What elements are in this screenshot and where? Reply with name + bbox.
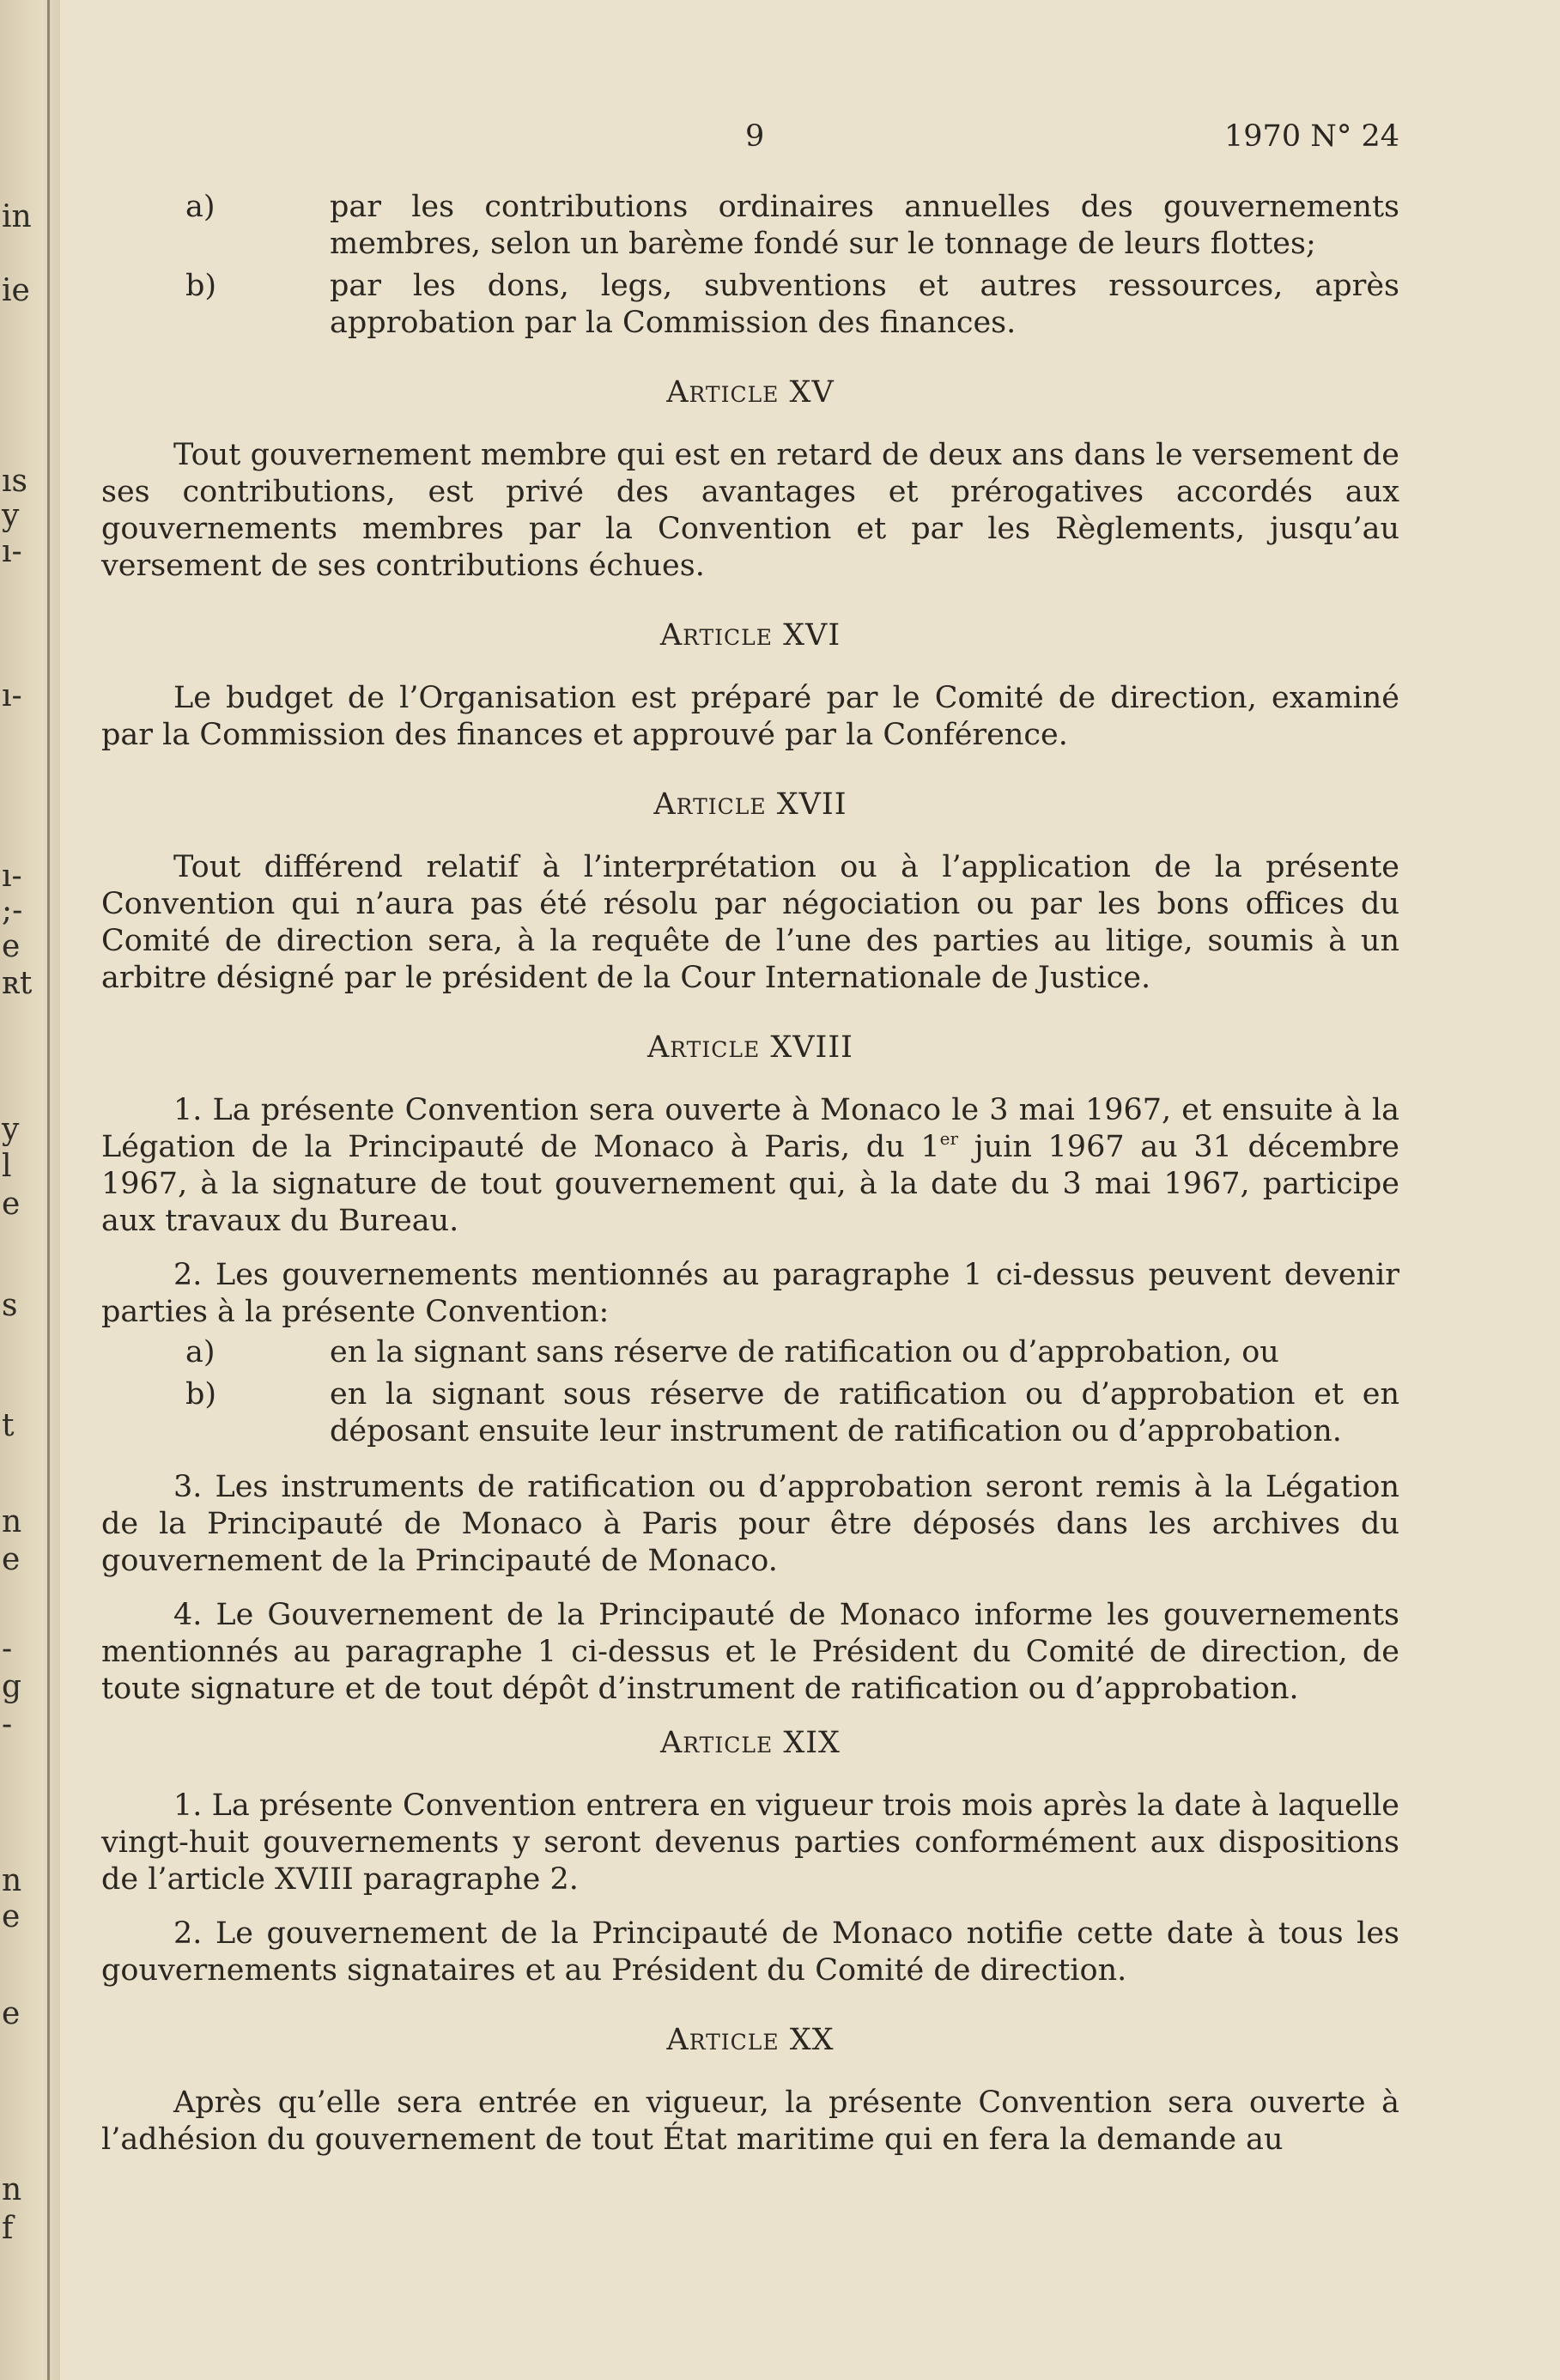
article-xvi [101,617,1399,754]
margin-fragment: ʀt [2,966,33,1001]
margin-fragment: n [2,1504,22,1539]
margin-fragment: in [2,199,32,234]
ordinal-superscript: er [939,1128,959,1149]
margin-fragment: e [2,1899,21,1934]
article-paragraph: 1. La présente Convention entrera en vigueur trois mois après la date à laquelle vingt-huit gouvernements y seront devenus parties conformément aux dispositions de l’article XVIII paragraphe 2. [101,1788,1399,1897]
margin-fragment: - [2,1707,13,1742]
list-item-text: en la signant sans réserve de ratification ou d’approbation, ou [330,1335,1279,1369]
article-paragraph: 3. Les instruments de ratification ou d’approbation seront remis à la Légation de la Principauté de Monaco à Paris pour être déposés dans les archives du gouvernement de la Principauté de Monaco. [101,1470,1399,1578]
margin-fragment: g [2,1669,22,1704]
article-title: Article XV [666,375,835,410]
list-item-text: par les contributions ordinaires annuelles des gouvernements membres, selon un barème fondé sur le tonnage de leurs flottes; [330,190,1399,261]
article-xix [101,1725,1399,1989]
page-header [101,118,1399,167]
article-xv [101,374,1399,585]
article-title: Article XIX [660,1726,841,1760]
margin-fragment: ı- [2,534,22,569]
article-xvii [101,786,1399,997]
margin-fragment: y [2,498,20,533]
list-item-text: en la signant sous réserve de ratification ou d’approbation et en déposant ensuite leur instrument de ratification ou d’approbation. [330,1377,1399,1448]
article-paragraph: 4. Le Gouvernement de la Principauté de Monaco informe les gouvernements mentionnés au paragraphe 1 ci-dessus et le Président du Comité de direction, de toute signature et de tout dépôt d’instrument de ratification ou d’approbation. [101,1598,1399,1706]
article-paragraph: Après qu’elle sera entrée en vigueur, la présente Convention sera ouverte à l’adhésion du gouvernement de tout État maritime qui en fera la demande au [101,2086,1399,2157]
facing-page-edge [47,0,50,2380]
list-item-label: a) [185,1335,215,1369]
intro-list [101,189,1399,342]
article-paragraph [101,1092,1399,1240]
article-paragraph: 2. Le gouvernement de la Principauté de Monaco notifie cette date à tous les gouvernements signataires et au Président du Comité de direction. [101,1916,1399,1988]
margin-fragment: ;- [2,893,23,928]
margin-fragment: t [2,1408,15,1443]
paragraph-text: 1. La présente Convention sera ouverte à Monaco le 3 mai 1967, et ensuite à la Légation de la Principauté de Monaco à Paris, du 1 [101,1093,1399,1164]
margin-fragment: n [2,1863,22,1898]
list-item-label: a) [185,190,215,224]
margin-fragment: y [2,1112,20,1147]
article-paragraph: Le budget de l’Organisation est préparé par le Comité de direction, examiné par la Commission des finances et approuvé par la Conférence. [101,681,1399,752]
article-paragraph: 2. Les gouvernements mentionnés au paragraphe 1 ci-dessus peuvent devenir parties à la présente Convention: [101,1258,1399,1329]
article-xx [101,2022,1399,2158]
margin-fragment: s [2,1288,18,1323]
article-title: Article XVII [653,787,847,822]
margin-fragment: n [2,2172,22,2207]
article-title: Article XVI [659,618,841,653]
article-title: Article XVIII [647,1030,853,1065]
article-xviii [101,1029,1399,1708]
margin-fragment: ı- [2,678,22,713]
article-paragraph: Tout différend relatif à l’interprétation ou à l’application de la présente Convention qui n’aura pas été résolu par négociation ou par les bons offices du Comité de direction sera, à la requête de l’une des parties au litige, soumis à un arbitre désigné par le président de la Cour Internationale de Justice. [101,850,1399,995]
list-item [101,189,1399,263]
list-item-text: par les dons, legs, subventions et autres ressources, après approbation par la Commission des finances. [330,269,1399,340]
list-item [101,268,1399,342]
article-title: Article XX [666,2023,835,2057]
margin-fragment: f [2,2211,14,2246]
margin-fragment: ı- [2,859,22,894]
margin-fragment: ie [2,273,30,308]
list-item [101,1334,1399,1371]
document-page [101,118,1399,2176]
document-reference: 1970 N° 24 [1224,119,1399,154]
margin-fragment: e [2,1996,21,2031]
list-item-label: b) [185,1377,217,1412]
margin-fragment: e [2,929,21,964]
margin-fragment: - [2,1631,13,1667]
list-item [101,1376,1399,1450]
article-paragraph: Tout gouvernement membre qui est en retard de deux ans dans le versement de ses contributions, est privé des avantages et prérogatives accordés aux gouvernements membres par la Convention et par les Règlements, jusqu’au versement de ses contributions échues. [101,438,1399,583]
margin-fragment: ıs [2,464,27,499]
paragraph-text: juin 1967 au 31 décembre 1967, à la signature de tout gouvernement qui, à la date du 3 mai 1967, participe aux travaux du Bureau. [101,1130,1399,1238]
list-item-label: b) [185,269,217,303]
page-number: 9 [745,119,765,154]
margin-fragment: e [2,1542,21,1577]
margin-fragment: l [2,1149,12,1184]
margin-fragment: e [2,1187,21,1222]
